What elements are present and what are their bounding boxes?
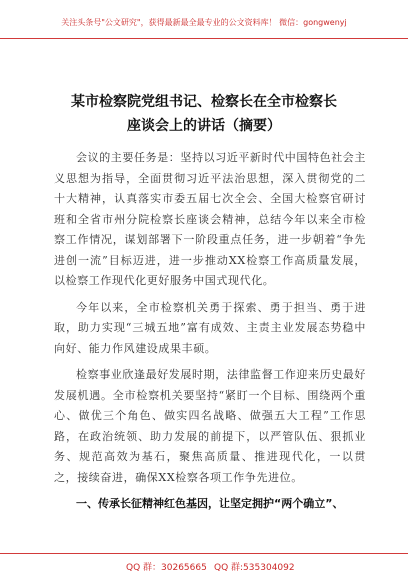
section-heading-1: 一、传承长征精神红色基因，让坚定拥护“两个确立”、 — [76, 497, 344, 510]
body-paragraph-1: 会议的主要任务是：坚持以习近平新时代中国特色社会主义思想为指导，全面贯彻习近平法治思想，深入贯彻党的二十大精神，认真落实市委五届七次全会、全国大检察官研讨班和全省市州分院检察长座谈会精神，总结今年以来全市检察工作情况，谋划部署下一阶段重点任务，进一步朝着“争先进创一流”目标迈进，进一步推动XX检察工作高质量发展，以检察工作现代化更好服务中国式现代化。 — [54, 151, 366, 287]
body-paragraph-3: 检察事业欣逢最好发展时期，法律监督工作迎来历史最好发展机遇。全市检察机关要坚持“紧盯一个目标、围绕两个重心、做优三个角色、做实四名战略、做强五大工程”工作思路，在政治统领、助力发展的前提下，以严管队伍、狠抓业务、规范高效为基石，聚焦高质量、推进现代化，一以贯之，接续奋进，确保XX检察各项工作争先进位。 — [54, 368, 366, 484]
body-paragraph-2: 今年以来，全市检察机关勇于探索、勇于担当、勇于进取，助力实现“三城五地”富有成效、主责主业发展态势稳中向好、能力作风建设成果丰硕。 — [54, 300, 366, 355]
page-footer — [0, 553, 408, 581]
footer-qq-group-1: QQ 群：30265665 — [126, 563, 207, 573]
title-line-2: 座谈会上的讲话（摘要） — [127, 118, 281, 134]
document-body — [54, 148, 366, 514]
title-line-1: 某市检察院党组书记、检察长在全市检察长 — [71, 94, 337, 110]
page-header — [0, 0, 408, 39]
document-title — [30, 90, 378, 138]
footer-qq-group-2: QQ 群:535304092 — [214, 563, 295, 573]
header-promo-text: 关注头条号"公文研究"，获得最新最全最专业的公文资料库！ 微信：gongwenyj — [61, 18, 347, 27]
